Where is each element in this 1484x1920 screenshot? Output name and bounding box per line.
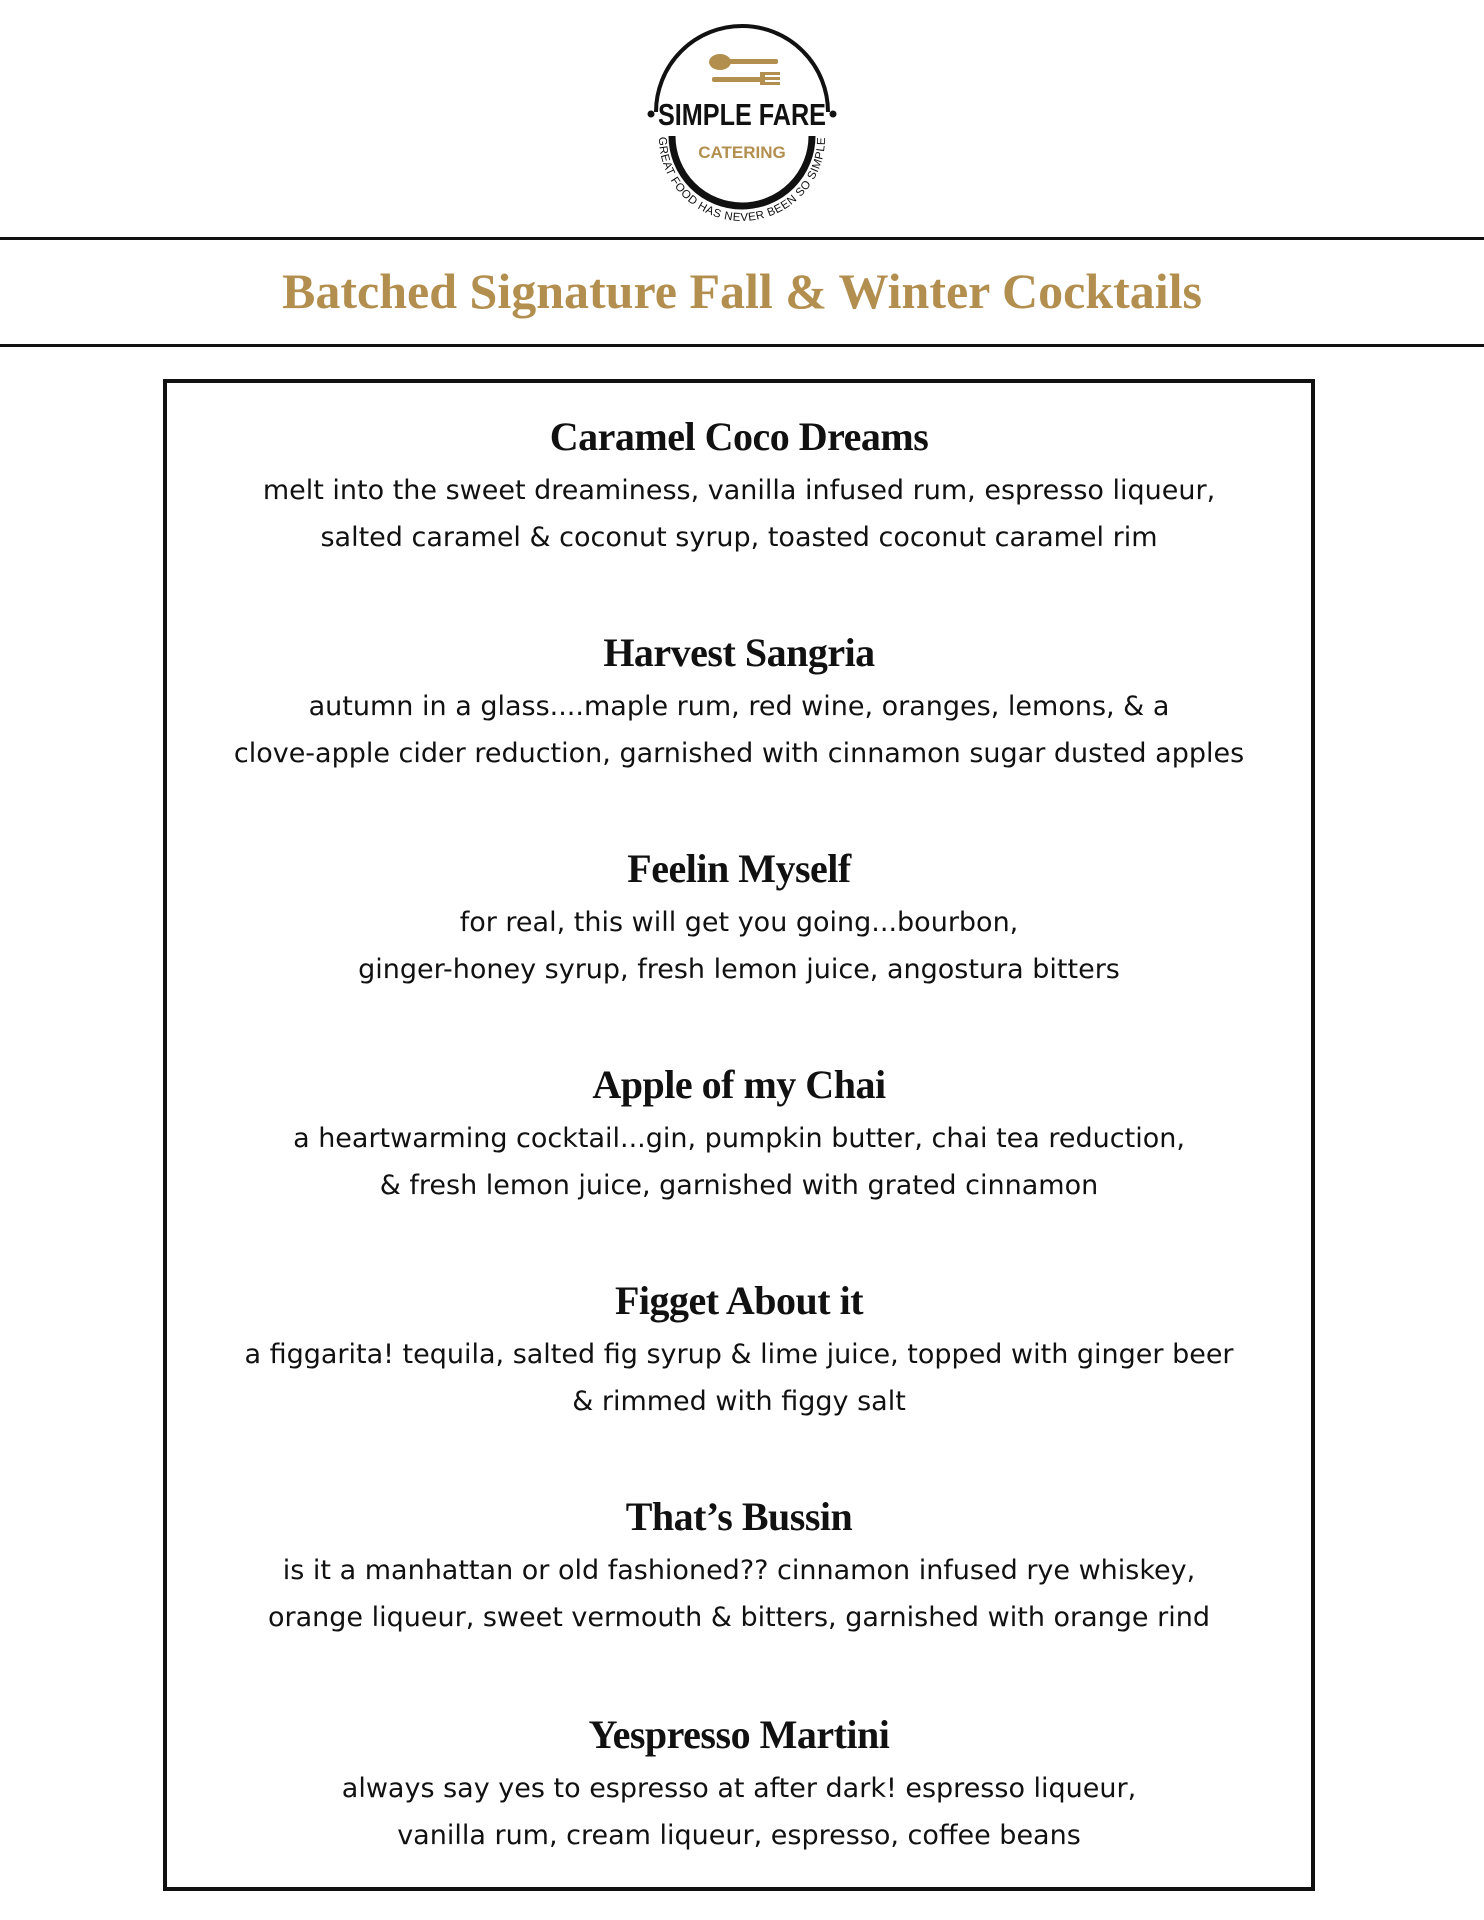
brand-tagline: GREAT FOOD HAS NEVER BEEN SO SIMPLE [655,136,829,224]
description-line: autumn in a glass....maple rum, red wine, oranges, lemons, & a [308,691,1170,722]
description-line: & rimmed with figgy salt [572,1386,906,1417]
cocktail-description [167,1547,1311,1641]
cocktail-name: Apple of my Chai [592,1062,886,1107]
description-line: a heartwarming cocktail...gin, pumpkin butter, chai tea reduction, [293,1123,1185,1154]
title-rule-top [0,237,1484,240]
cocktail-name: Figget About it [614,1278,864,1323]
description-line: ginger-honey syrup, fresh lemon juice, angostura bitters [358,954,1120,985]
simple-fare-catering-logo [638,6,846,224]
title-rule-bottom [0,344,1484,347]
cocktail-description [167,1765,1311,1859]
cocktail-description [167,899,1311,993]
menu-item [167,1057,1311,1209]
spoon-fork-icon [709,54,780,85]
description-line: vanilla rum, cream liqueur, espresso, coffee beans [397,1820,1081,1851]
cocktail-description [167,467,1311,561]
brand-name: SIMPLE FARE [658,97,826,132]
menu-item [167,841,1311,993]
cocktail-name: Yespresso Martini [588,1712,890,1757]
cocktail-menu-box [163,379,1315,1891]
menu-item [167,409,1311,561]
cocktail-name: Caramel Coco Dreams [549,414,929,459]
description-line: & fresh lemon juice, garnished with grated cinnamon [379,1170,1099,1201]
page-title: Batched Signature Fall & Winter Cocktails [282,263,1202,319]
description-line: a figgarita! tequila, salted fig syrup & lime juice, topped with ginger beer [244,1339,1234,1370]
description-line: is it a manhattan or old fashioned?? cinnamon infused rye whiskey, [282,1555,1196,1586]
description-line: clove-apple cider reduction, garnished with cinnamon sugar dusted apples [233,738,1245,769]
menu-item [167,625,1311,777]
cocktail-description [167,683,1311,777]
menu-item [167,1273,1311,1425]
description-line: melt into the sweet dreaminess, vanilla infused rum, espresso liqueur, [262,475,1216,506]
cocktail-name: That’s Bussin [625,1494,853,1539]
menu-item [167,1489,1311,1641]
description-line: salted caramel & coconut syrup, toasted coconut caramel rim [320,522,1158,553]
description-line: for real, this will get you going...bourbon, [459,907,1019,938]
description-line: always say yes to espresso at after dark! espresso liqueur, [341,1773,1137,1804]
cocktail-name: Feelin Myself [627,846,851,891]
cocktail-description [167,1115,1311,1209]
menu-item [167,1707,1311,1859]
description-line: orange liqueur, sweet vermouth & bitters, garnished with orange rind [268,1602,1210,1633]
cocktail-name: Harvest Sangria [603,630,875,675]
cocktail-description [167,1331,1311,1425]
brand-subtitle: CATERING [698,143,786,162]
